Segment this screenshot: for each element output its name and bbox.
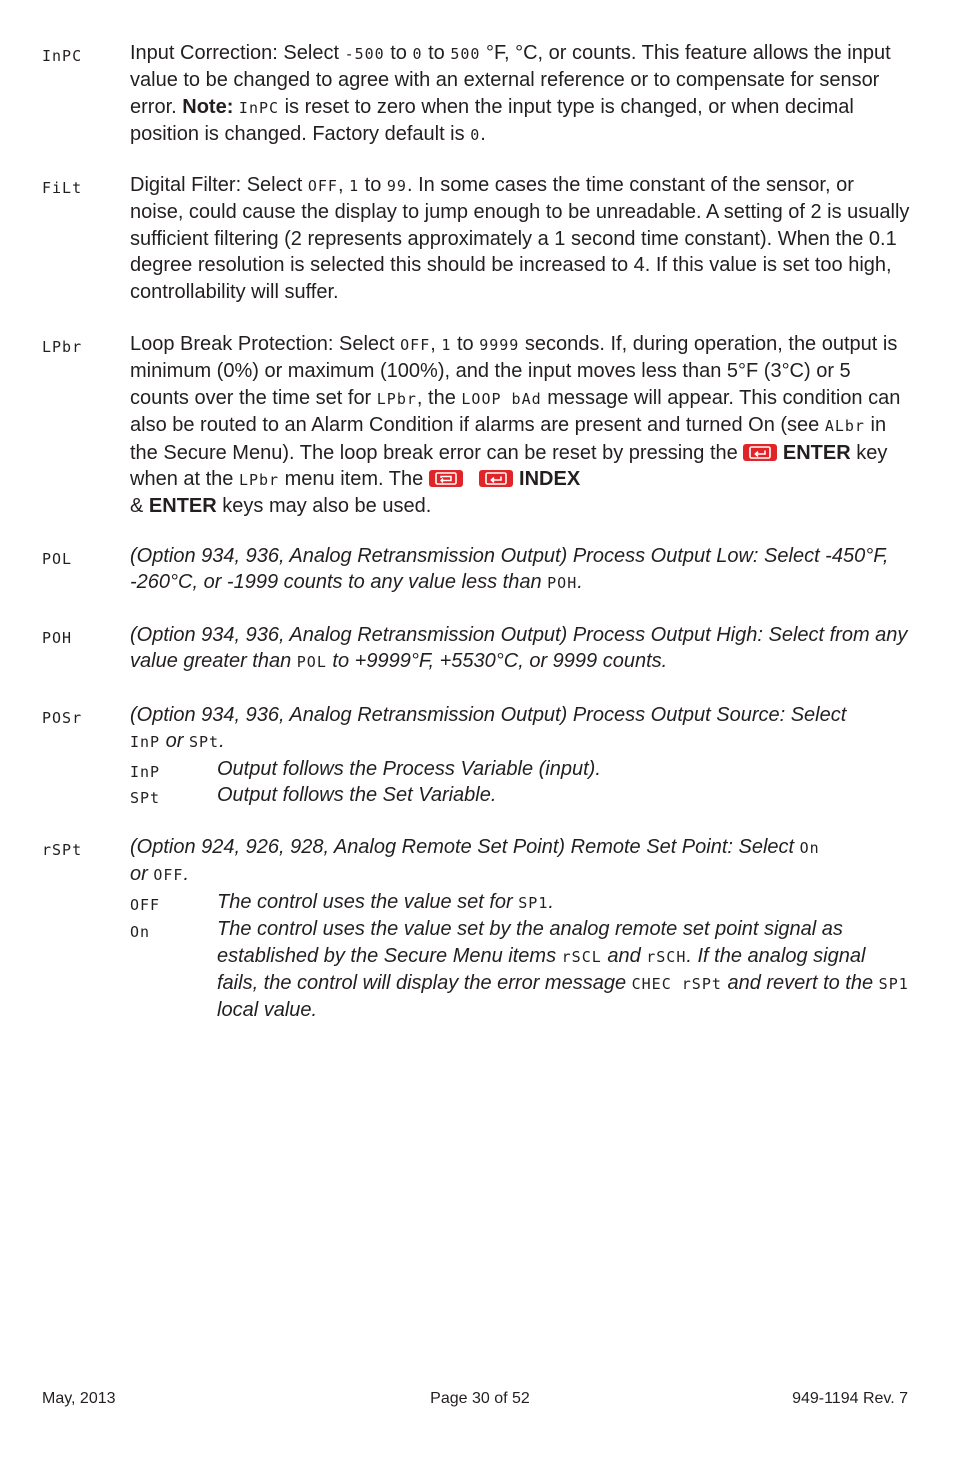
param-description: Loop Break Protection: Select OFF, 1 to 9999 seconds. If, during operation, the output is minimum (0%) or maximum (100%), and the input moves less than 5°F (3°C) or 5 counts over the time set for LPbr, the LOOP bAd message will appear. This condition can also be routed to an Alarm Condition if alarms are present and turned On (see ALbr in the Secure Menu). The loop break error can be reset by pressing the ENTER key when at the LPbr menu item. The INDEX & ENTER keys may also be used.: [130, 333, 901, 518]
enter-key-icon: [479, 470, 513, 487]
param-code: rSPt: [42, 841, 83, 859]
footer-doc-number: 949-1194 Rev. 7: [792, 1390, 908, 1407]
param-code: POL: [42, 550, 73, 568]
param-code: InPC: [42, 47, 83, 65]
enter-key-label: ENTER: [782, 441, 851, 464]
footer-page-number: Page 30 of 52: [430, 1390, 530, 1407]
enter-key-label: ENTER: [148, 495, 217, 518]
param-description: (Option 934, 936, Analog Retransmission Output) Process Output Low: Select -450°F, -260°C, or -1999 counts to any value less than POH.: [130, 545, 889, 594]
option-list: [130, 756, 912, 809]
param-description: Input Correction: Select -500 to 0 to 500 °F, °C, or counts. This feature allows the input value to be changed to agree with an external reference or to compensate for sensor error. Note: InPC is reset to zero when the input type is changed, or when decimal position is changed. Factory default is 0.: [130, 42, 891, 146]
param-description: Digital Filter: Select OFF, 1 to 99. In some cases the time constant of the sensor, or noise, could cause the display to jump enough to be unreadable. A setting of 2 is usually sufficient filtering (2 represents approximately a 1 second time constant). When the 0.1 degree resolution is selected this should be increased to 4. If this value is set too high, controllability will suffer.: [130, 174, 910, 303]
param-description: (Option 924, 926, 928, Analog Remote Set Point) Remote Set Point: Select On or OFF.: [130, 836, 820, 886]
option-item: SPt Output follows the Set Variable.: [130, 784, 497, 808]
option-item: OFF The control uses the value set for SP1.: [130, 890, 554, 914]
entry-filt: [42, 172, 912, 305]
entry-pol: [42, 543, 912, 597]
entry-posr: [42, 702, 912, 809]
param-description: (Option 934, 936, Analog Retransmission Output) Process Output Source: Select InP or SPt.: [130, 704, 847, 753]
param-code: LPbr: [42, 338, 83, 356]
param-code: FiLt: [42, 179, 83, 197]
footer-date: May, 2013: [42, 1390, 116, 1407]
option-list: [130, 889, 912, 1024]
entry-lpbr: [42, 331, 912, 520]
option-item: On The control uses the value set by the analog remote set point signal as established by the Secure Menu items rSCL and rSCH. If the analog signal fails, the control will display the error message CHEC rSPt and revert to the SP1 local value.: [130, 918, 909, 1022]
entry-inpc: [42, 40, 912, 149]
index-key-icon: [429, 470, 463, 487]
index-key-label: INDEX: [519, 468, 581, 491]
param-code: POSr: [42, 709, 83, 727]
option-item: InP Output follows the Process Variable (input).: [130, 757, 601, 781]
note-label: Note:: [182, 95, 234, 118]
entry-poh: [42, 622, 912, 676]
param-code: POH: [42, 629, 73, 647]
entry-rspt: [42, 834, 912, 1024]
param-description: (Option 934, 936, Analog Retransmission Output) Process Output High: Select from any value greater than POL to +9999°F, +5530°C, or 9999 counts.: [130, 624, 908, 673]
enter-key-icon: [743, 444, 777, 461]
